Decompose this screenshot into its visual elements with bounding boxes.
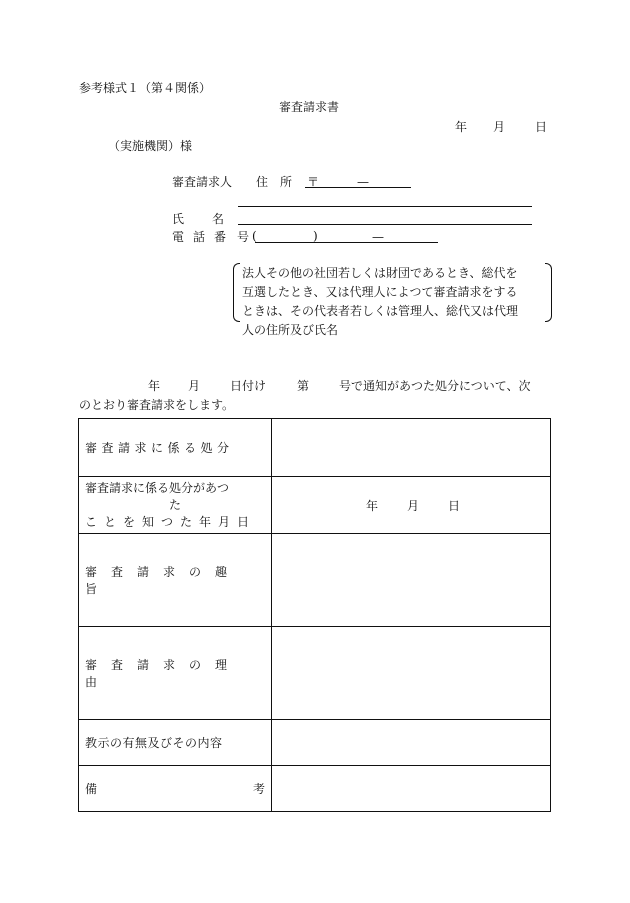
purpose-label: 審査請求の趣旨 (85, 565, 242, 596)
note-line-4: 人の住所及び氏名 (242, 323, 339, 337)
note-left-bracket (233, 263, 240, 322)
reason-value-cell[interactable] (272, 627, 551, 720)
table-row (79, 534, 551, 627)
table-row (79, 477, 551, 534)
instruction-label-cell (79, 720, 272, 766)
postal-dash: — (357, 175, 369, 189)
purpose-label-cell (79, 534, 272, 627)
instruction-label: 教示の有無及びその内容 (85, 736, 223, 750)
address-field[interactable] (238, 206, 532, 207)
remarks-label-cell (79, 766, 272, 812)
statement-month: 月 (188, 379, 201, 393)
table-row (79, 419, 551, 477)
reason-label-cell (79, 627, 272, 720)
phone-label-1: 電 (172, 230, 185, 244)
table-row (79, 720, 551, 766)
known-date-label-2: た (168, 497, 181, 512)
addressee: （実施機関）様 (108, 139, 193, 153)
statement-year: 年 (148, 379, 161, 393)
known-date-label-cell (79, 477, 272, 534)
remarks-label (85, 780, 265, 797)
table-row (79, 627, 551, 720)
instruction-value-cell[interactable] (272, 720, 551, 766)
known-date-month: 月 (406, 498, 419, 513)
statement-date-suffix: 日付け (230, 379, 267, 393)
date-year-label: 年 (455, 120, 468, 134)
disposition-label-cell (79, 419, 272, 477)
remarks-value-cell[interactable] (272, 766, 551, 812)
form-reference: 参考様式１（第４関係） (79, 81, 212, 95)
phone-open-paren: ( (252, 229, 257, 243)
name-label-2: 名 (212, 212, 225, 226)
phone-dash: — (372, 230, 384, 244)
known-date-label-1: 審査請求に係る処分があつ (85, 480, 230, 495)
date-month-label: 月 (493, 120, 506, 134)
name-label-1: 氏 (172, 212, 185, 226)
note-line-3: ときは、その代表者若しくは管理人、総代又は代理 (242, 304, 519, 318)
phone-field[interactable] (255, 242, 438, 243)
known-date-value-cell[interactable] (272, 477, 551, 534)
note-line-2: 互選したとき、又は代理人によつて審査請求をする (242, 285, 518, 299)
statement-text: 号で通知があつた処分について、次 (339, 379, 531, 393)
postal-mark: 〒 (307, 175, 320, 189)
disposition-value-cell[interactable] (272, 419, 551, 477)
document-title: 審査請求書 (279, 100, 340, 114)
request-table (78, 418, 551, 812)
note-line-1: 法人その他の社団若しくは財団であるとき、総代を (242, 266, 518, 280)
applicant-role-label: 審査請求人 (172, 175, 233, 189)
address-label-2: 所 (280, 175, 293, 189)
remarks-label-1: 備 (85, 782, 98, 796)
phone-label-2: 話 (193, 230, 206, 244)
known-date-label-3: ことを知つた年月日 (85, 514, 257, 529)
name-field[interactable] (238, 224, 532, 225)
known-date-year: 年 (365, 498, 378, 513)
postal-code-field[interactable] (305, 187, 411, 188)
remarks-label-2: 考 (252, 782, 265, 796)
reason-label: 審査請求の理由 (85, 658, 242, 689)
phone-close-paren: ) (313, 229, 318, 243)
phone-label-4: 号 (237, 230, 250, 244)
date-day-label: 日 (535, 120, 548, 134)
phone-label-3: 番 (214, 230, 227, 244)
disposition-label: 審査請求に係る処分 (85, 441, 234, 455)
table-row (79, 766, 551, 812)
statement-number-prefix: 第 (297, 379, 310, 393)
purpose-value-cell[interactable] (272, 534, 551, 627)
address-label-1: 住 (256, 175, 269, 189)
statement-line-2: のとおり審査請求をします。 (79, 398, 235, 412)
known-date-day: 日 (448, 498, 461, 513)
note-right-bracket (545, 263, 552, 322)
